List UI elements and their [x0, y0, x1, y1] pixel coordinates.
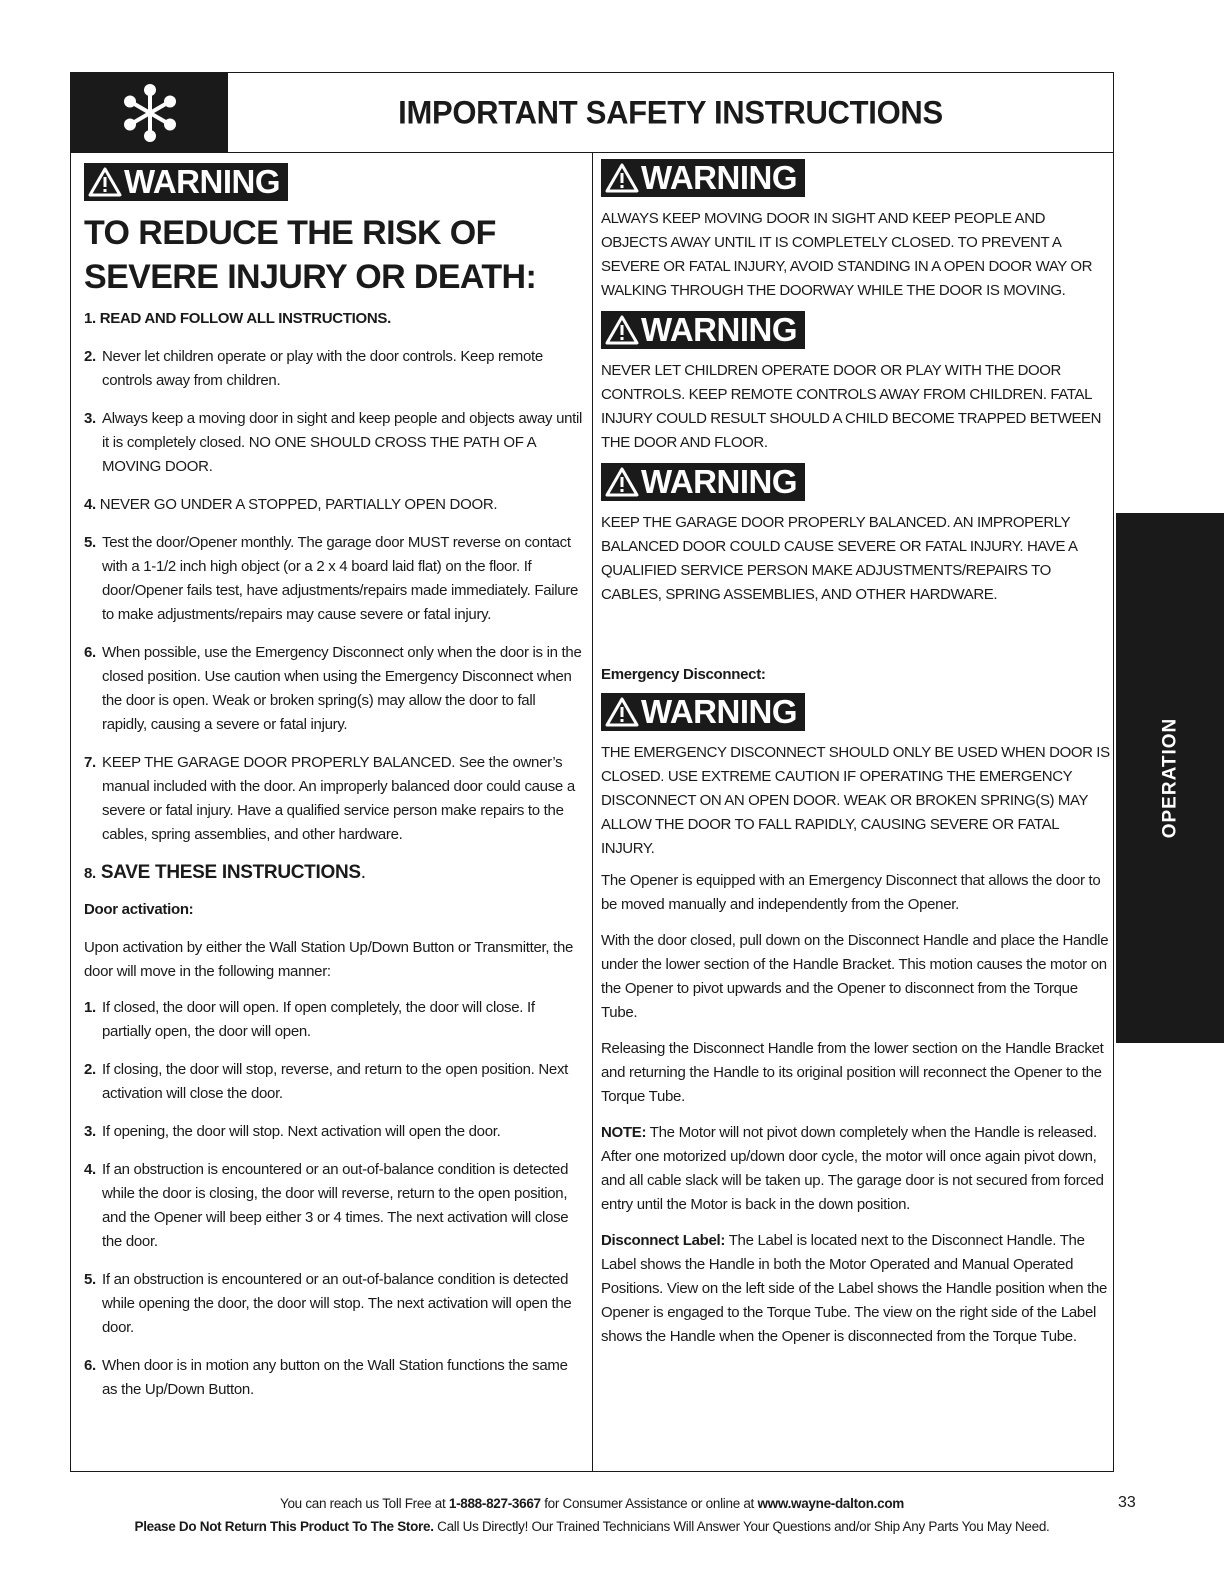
footer-notice: Please Do Not Return This Product To The Store. — [134, 1519, 434, 1534]
item-number: 2. — [84, 1061, 96, 1078]
warning-triangle-icon — [605, 315, 639, 345]
warning-text: THE EMERGENCY DISCONNECT SHOULD ONLY BE USED WHEN DOOR IS CLOSED. USE EXTREME CAUTION IF OPERATING THE EMERGENCY DISCONNECT ON AN OPEN DOOR. WEAK OR BROKEN SPRING(S) MAY ALLOW THE DOOR TO FALL RAPIDLY, CAUSING SEVERE OR FATAL INJURY. — [601, 744, 1110, 857]
spacer — [601, 615, 1111, 663]
paragraph: With the door closed, pull down on the Disconnect Handle and place the Handle under the lower section of the Handle Bracket. This motion causes the motor on the Opener to pivot upwards and the Opener to disconnect from the Torque Tube. — [601, 932, 1109, 1021]
instruction-item — [84, 751, 584, 847]
warning-label: WARNING — [641, 693, 797, 730]
item-number: 5. — [84, 1271, 96, 1288]
warning-block — [601, 463, 1111, 607]
disconnect-label-title: Disconnect Label: — [601, 1232, 726, 1249]
door-activation-title: Door activation: — [84, 901, 194, 918]
item-number: 4. — [84, 1161, 96, 1178]
warning-triangle-icon — [605, 467, 639, 497]
header — [71, 73, 1113, 153]
warning-block — [601, 311, 1111, 455]
warning-triangle-icon — [605, 163, 639, 193]
warning-block — [601, 693, 1111, 861]
save-instructions — [84, 861, 584, 886]
warning-label: WARNING — [641, 159, 797, 196]
warning-text: ALWAYS KEEP MOVING DOOR IN SIGHT AND KEEP PEOPLE AND OBJECTS AWAY UNTIL IT IS COMPLETELY CLOSED. TO PREVENT A SEVERE OR FATAL INJURY, AVOID STANDING IN A OPEN DOOR WAY OR WALKING THROUGH THE DOORWAY WHILE THE DOOR IS MOVING. — [601, 210, 1093, 299]
footer-text: for Consumer Assistance or online at — [540, 1496, 758, 1511]
warning-text: NEVER LET CHILDREN OPERATE DOOR OR PLAY WITH THE DOOR CONTROLS. KEEP REMOTE CONTROLS AWAY FROM CHILDREN. FATAL INJURY COULD RESULT SHOULD A CHILD BECOME TRAPPED BETWEEN THE DOOR AND FLOOR. — [601, 362, 1102, 451]
warning-badge — [601, 463, 805, 501]
note-text: The Motor will not pivot down completely when the Handle is released. After one motorized up/down door cycle, the motor will once again pivot down, and all cable slack will be taken up. The garage door is not secured from forced entry until the Motor is back in the down position. — [601, 1124, 1104, 1213]
instruction-item — [84, 641, 584, 737]
item-text: When possible, use the Emergency Disconnect only when the door is in the closed position. Use caution when using the Emergency Disconnect when the door is open. Weak or broken spring(s) may allow the door to fall rapidly, causing a severe or fatal injury. — [102, 644, 582, 733]
column-divider — [592, 153, 593, 1471]
disconnect-label-paragraph — [601, 1229, 1111, 1349]
door-activation-intro: Upon activation by either the Wall Station Up/Down Button or Transmitter, the door will move in the following manner: — [84, 939, 574, 980]
warning-text: KEEP THE GARAGE DOOR PROPERLY BALANCED. AN IMPROPERLY BALANCED DOOR COULD CAUSE SEVERE OR FATAL INJURY. HAVE A QUALIFIED SERVICE PERSON MAKE ADJUSTMENTS/REPAIRS TO CABLES, SPRING ASSEMBLIES, AND OTHER HARDWARE. — [601, 514, 1077, 603]
footer — [70, 1492, 1114, 1538]
side-tab-label: OPERATION — [1159, 717, 1181, 839]
wayne-dalton-logo-icon — [118, 81, 182, 145]
warning-badge — [601, 693, 805, 731]
disconnect-label-text: The Label is located next to the Disconnect Handle. The Label shows the Handle in both the Motor Operated and Manual Operated Positions. View on the left side of the Label shows the Handle position when the Opener is engaged to the Torque Tube. The view on the right side of the Label shows the Handle when the Opener is disconnected from the Torque Tube. — [601, 1232, 1108, 1345]
warning-label: WARNING — [641, 311, 797, 348]
warning-badge — [601, 311, 805, 349]
item-text: KEEP THE GARAGE DOOR PROPERLY BALANCED. See the owner’s manual included with the door. An improperly balanced door could cause a severe or fatal injury. Have a qualified service person make repairs to the cables, spring assemblies, and other hardware. — [102, 754, 575, 843]
activation-item — [84, 1058, 584, 1106]
logo-box — [71, 73, 228, 152]
item-text: If closing, the door will stop, reverse, and return to the open position. Next activation will close the door. — [102, 1061, 569, 1102]
activation-item — [84, 1268, 584, 1340]
note-paragraph — [601, 1121, 1111, 1217]
operation-side-tab — [1116, 513, 1224, 1043]
instruction-item — [84, 493, 584, 517]
item-number: 4. — [84, 496, 96, 513]
right-column — [601, 159, 1111, 1361]
note-label: NOTE: — [601, 1124, 647, 1141]
activation-item — [84, 996, 584, 1044]
warning-badge — [84, 163, 288, 201]
item-number: 8. — [84, 865, 96, 882]
website-link[interactable]: www.wayne-dalton.com — [757, 1496, 904, 1511]
warning-block — [601, 159, 1111, 303]
warning-triangle-icon — [88, 167, 122, 197]
page-title: IMPORTANT SAFETY INSTRUCTIONS — [398, 93, 943, 131]
item-number: 3. — [84, 1123, 96, 1140]
footer-line-2 — [70, 1515, 1114, 1538]
save-text: SAVE THESE INSTRUCTIONS — [100, 862, 361, 883]
item-text: If opening, the door will stop. Next activation will open the door. — [102, 1123, 501, 1140]
warning-label: WARNING — [641, 463, 797, 500]
activation-item — [84, 1158, 584, 1254]
paragraph: Releasing the Disconnect Handle from the lower section on the Handle Bracket and returning the Handle to its original position will reconnect the Opener to the Torque Tube. — [601, 1040, 1104, 1105]
emergency-disconnect-title: Emergency Disconnect: — [601, 666, 766, 683]
footer-text: Call Us Directly! Our Trained Technicians Will Answer Your Questions and/or Ship Any Parts You May Need. — [433, 1519, 1050, 1534]
item-text: NEVER GO UNDER A STOPPED, PARTIALLY OPEN DOOR. — [99, 496, 498, 513]
item-number: 6. — [84, 644, 96, 661]
instruction-item — [84, 345, 584, 393]
item-number: 7. — [84, 754, 96, 771]
item-number: 1. — [84, 999, 96, 1016]
instruction-item: 1. READ AND FOLLOW ALL INSTRUCTIONS. — [84, 310, 391, 327]
item-text: If an obstruction is encountered or an out-of-balance condition is detected while opening the door, the door will stop. The next activation will open the door. — [102, 1271, 572, 1336]
footer-line-1 — [70, 1492, 1114, 1515]
risk-heading: TO REDUCE THE RISK OF SEVERE INJURY OR DEATH: — [84, 214, 537, 296]
item-text: When door is in motion any button on the Wall Station functions the same as the Up/Down Button. — [102, 1357, 568, 1398]
instruction-item — [84, 407, 584, 479]
item-text: If an obstruction is encountered or an out-of-balance condition is detected while the door is closing, the door will reverse, return to the open position, and the Opener will beep either 3 or 4 times. The next activation will close the door. — [102, 1161, 569, 1250]
page-frame — [70, 72, 1114, 1472]
item-text: Test the door/Opener monthly. The garage door MUST reverse on contact with a 1-1/2 inch high object (or a 2 x 4 board laid flat) on the floor. If door/Opener fails test, have adjustments/repairs made immediately. Failure to make adjustments/repairs may cause severe or fatal injury. — [102, 534, 579, 623]
item-number: 5. — [84, 534, 96, 551]
page-number: 33 — [1118, 1494, 1136, 1511]
toll-free-phone: 1-888-827-3667 — [448, 1496, 541, 1511]
warning-label: WARNING — [124, 163, 280, 200]
item-text: If closed, the door will open. If open completely, the door will close. If partially open, the door will open. — [102, 999, 535, 1040]
item-number: 6. — [84, 1357, 96, 1374]
activation-item — [84, 1354, 584, 1402]
warning-badge — [601, 159, 805, 197]
footer-text: You can reach us Toll Free at — [279, 1496, 449, 1511]
instruction-item — [84, 531, 584, 627]
warning-triangle-icon — [605, 697, 639, 727]
activation-item — [84, 1120, 584, 1144]
item-number: 2. — [84, 348, 96, 365]
item-text: Never let children operate or play with the door controls. Keep remote controls away from children. — [102, 348, 543, 389]
item-number: 3. — [84, 410, 96, 427]
item-text: Always keep a moving door in sight and keep people and objects away until it is completely closed. NO ONE SHOULD CROSS THE PATH OF A MOVING DOOR. — [102, 410, 583, 475]
paragraph: The Opener is equipped with an Emergency Disconnect that allows the door to be moved manually and independently from the Opener. — [601, 872, 1101, 913]
save-period: . — [360, 862, 366, 883]
left-column — [84, 163, 584, 1416]
